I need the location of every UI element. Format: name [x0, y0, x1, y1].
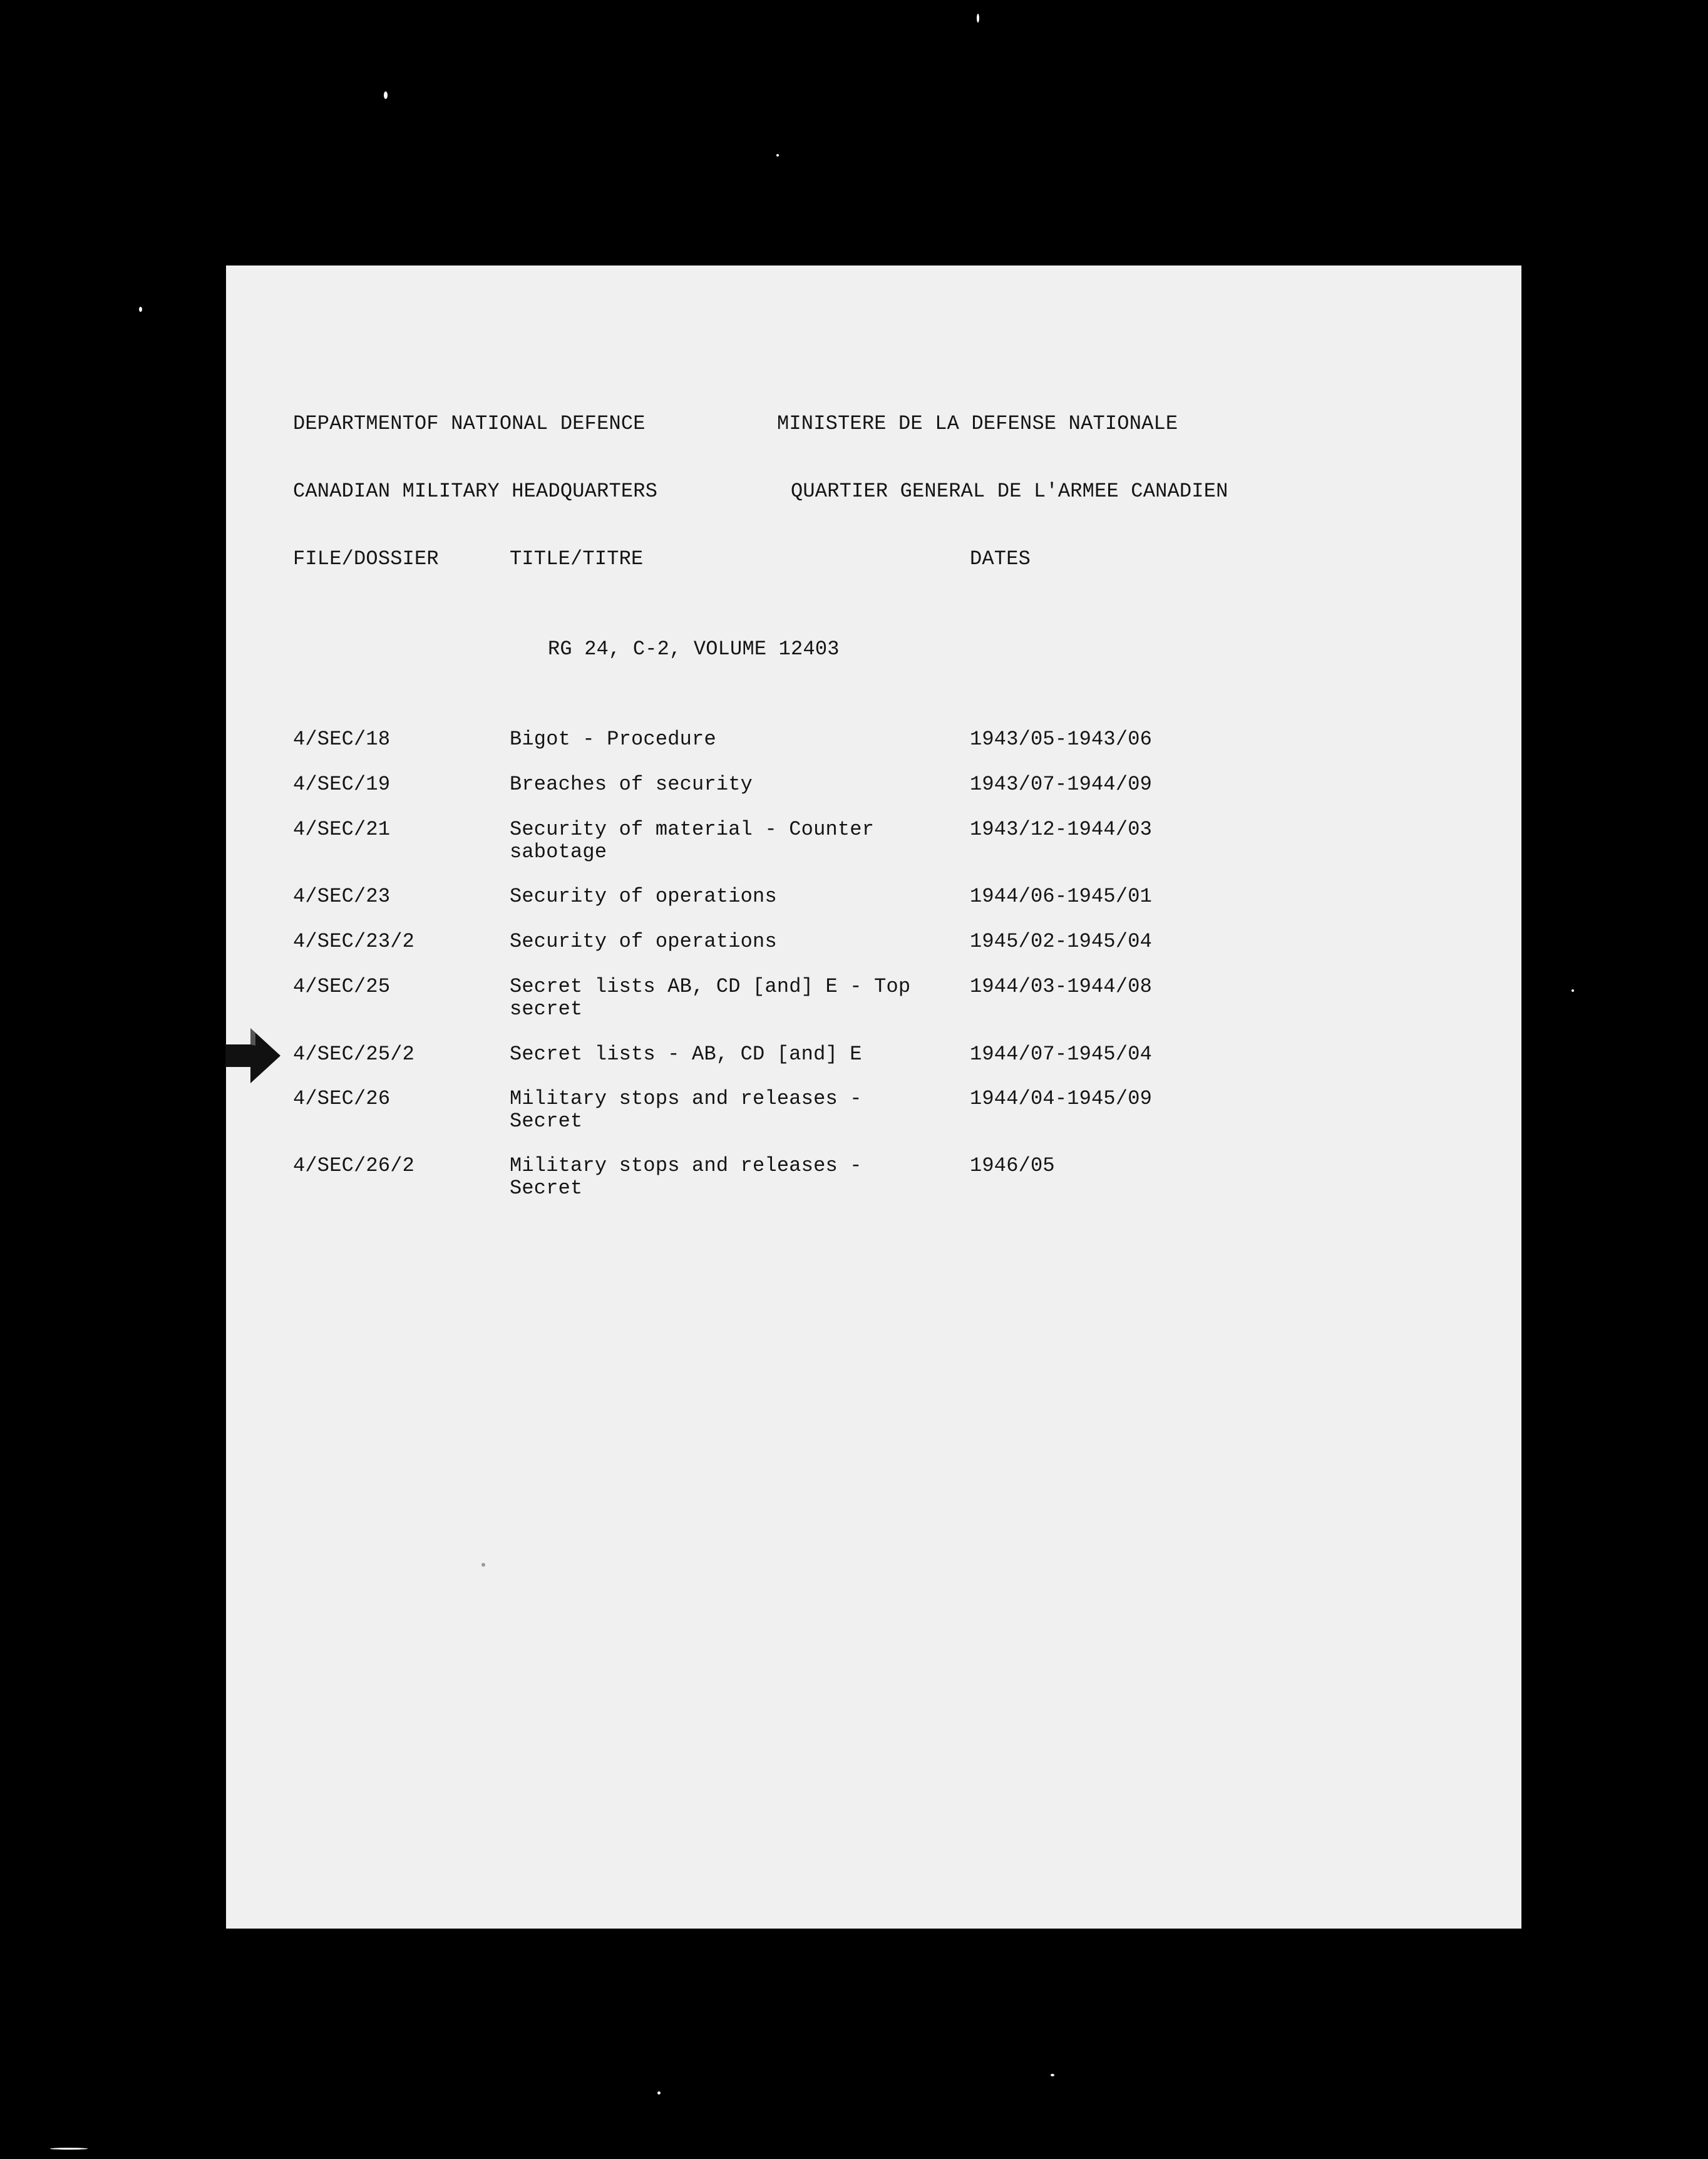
row-title: Bigot - Procedure: [510, 728, 716, 751]
row-file: 4/SEC/19: [293, 773, 391, 796]
row-dates: 1944/06-1945/01: [970, 885, 1153, 908]
row-dates: 1944/04-1945/09: [970, 1087, 1153, 1110]
scan-speck: [776, 154, 779, 157]
row-file: 4/SEC/26/2: [293, 1154, 415, 1177]
row-file: 4/SEC/21: [293, 818, 391, 841]
paper-speck: [481, 1563, 485, 1567]
row-dates: 1946/05: [970, 1154, 1055, 1177]
row-title: Security of operations: [510, 885, 777, 908]
row-title: Secret lists - AB, CD [and] E: [510, 1043, 862, 1066]
row-title: Military stops and releases -: [510, 1154, 862, 1177]
header-hq-en: CANADIAN MILITARY HEADQUARTERS: [293, 480, 658, 503]
document-page: [226, 265, 1521, 1929]
arrow-right-icon: [225, 1027, 282, 1085]
row-file: 4/SEC/23: [293, 885, 391, 908]
row-file: 4/SEC/26: [293, 1087, 391, 1110]
scan-speck: [1051, 2074, 1054, 2076]
scan-speck: [139, 307, 142, 312]
row-title: Military stops and releases -: [510, 1087, 862, 1110]
header-dept-en: DEPARTMENTOF NATIONAL DEFENCE: [293, 412, 646, 435]
scan-speck: [1572, 989, 1574, 992]
scan-speck: [977, 14, 979, 23]
row-file: 4/SEC/25: [293, 975, 391, 998]
row-title-continued: Secret: [510, 1110, 583, 1133]
scan-speck: [657, 2091, 661, 2095]
row-dates: 1945/02-1945/04: [970, 930, 1153, 953]
row-title: Secret lists AB, CD [and] E - Top: [510, 975, 911, 998]
column-header-title: TITLE/TITRE: [510, 547, 644, 570]
row-title-continued: Secret: [510, 1177, 583, 1200]
row-title: Security of operations: [510, 930, 777, 953]
scan-speck: [384, 91, 388, 99]
scan-speck: [50, 2148, 88, 2150]
row-dates: 1943/05-1943/06: [970, 728, 1153, 751]
column-header-file: FILE/DOSSIER: [293, 547, 439, 570]
row-file: 4/SEC/23/2: [293, 930, 415, 953]
row-dates: 1943/12-1944/03: [970, 818, 1153, 841]
row-file: 4/SEC/25/2: [293, 1043, 415, 1066]
row-title-continued: sabotage: [510, 840, 607, 863]
row-dates: 1944/03-1944/08: [970, 975, 1153, 998]
row-dates: 1943/07-1944/09: [970, 773, 1153, 796]
row-file: 4/SEC/18: [293, 728, 391, 751]
row-title: Breaches of security: [510, 773, 753, 796]
row-title-continued: secret: [510, 997, 583, 1021]
row-dates: 1944/07-1945/04: [970, 1043, 1153, 1066]
volume-heading: RG 24, C-2, VOLUME 12403: [548, 637, 840, 661]
row-title: Security of material - Counter: [510, 818, 875, 841]
column-header-dates: DATES: [970, 547, 1031, 570]
header-dept-fr: MINISTERE DE LA DEFENSE NATIONALE: [777, 412, 1178, 435]
header-hq-fr: QUARTIER GENERAL DE L'ARMEE CANADIEN: [791, 480, 1228, 503]
